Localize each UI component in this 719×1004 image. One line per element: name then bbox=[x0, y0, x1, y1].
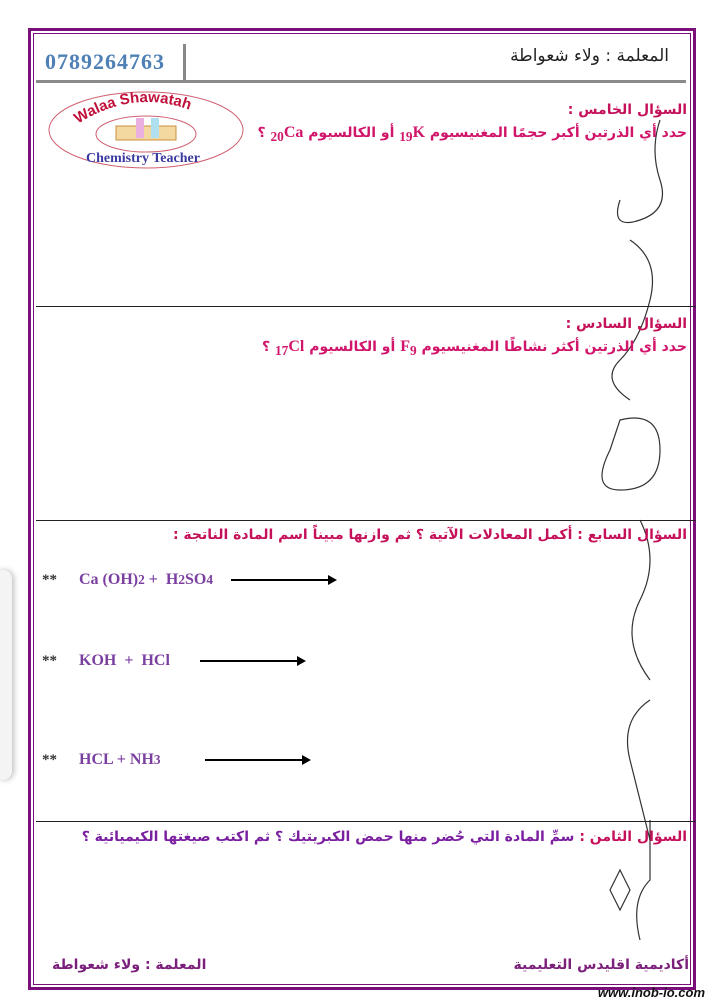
website-url[interactable]: www.inob-io.com bbox=[597, 985, 705, 1000]
equation-3: ** HCL + NH 3 bbox=[42, 751, 309, 769]
footer-teacher: المعلمة : ولاء شعواطة bbox=[52, 957, 207, 973]
svg-text:Chemistry Teacher: Chemistry Teacher bbox=[86, 151, 200, 166]
reaction-arrow bbox=[205, 759, 309, 761]
question-5-body: حدد أي الذرتين أكبر حجمًا المغنيسيوم $_{19}$K أو الكالسيوم $_{20}$Ca ؟ bbox=[257, 124, 687, 145]
academy-name: أكاديمية اقليدس التعليمية bbox=[513, 957, 689, 973]
teacher-name: المعلمة : ولاء شعواطة bbox=[510, 46, 669, 66]
phone-number: 0789264763 bbox=[45, 44, 186, 80]
question-6-body: حدد أي الذرتين أكثر نشاطًا المغنيسيوم $F_9$ أو الكالسيوم $_{17}$Cl ؟ bbox=[262, 338, 687, 359]
reaction-arrow bbox=[231, 579, 335, 581]
question-6-title: السؤال السادس : bbox=[565, 316, 687, 332]
svg-text:Walaa Shawatah: Walaa Shawatah bbox=[71, 90, 194, 128]
reaction-arrow bbox=[200, 660, 304, 662]
question-7-title: السؤال السابع : أكمل المعادلات الآتية ؟ ثم وازنها مبيناً اسم المادة الناتجة : bbox=[172, 527, 687, 543]
equation-1: ** Ca (OH) 2 + H 2 SO 4 bbox=[42, 571, 335, 589]
divider bbox=[36, 821, 696, 822]
header-divider bbox=[36, 80, 686, 83]
question-8: السؤال الثامن : سمِّ المادة التي حُضر منها حمض الكبريتيك ؟ ثم اكتب صيغتها الكيميائية ؟ bbox=[81, 829, 687, 845]
chemistry-teacher-logo bbox=[46, 90, 246, 172]
divider bbox=[36, 306, 696, 307]
question-5-title: السؤال الخامس : bbox=[567, 102, 687, 118]
equation-2: ** KOH + HCl bbox=[42, 652, 304, 670]
side-scroll-panel[interactable] bbox=[0, 570, 12, 780]
divider bbox=[36, 520, 696, 521]
